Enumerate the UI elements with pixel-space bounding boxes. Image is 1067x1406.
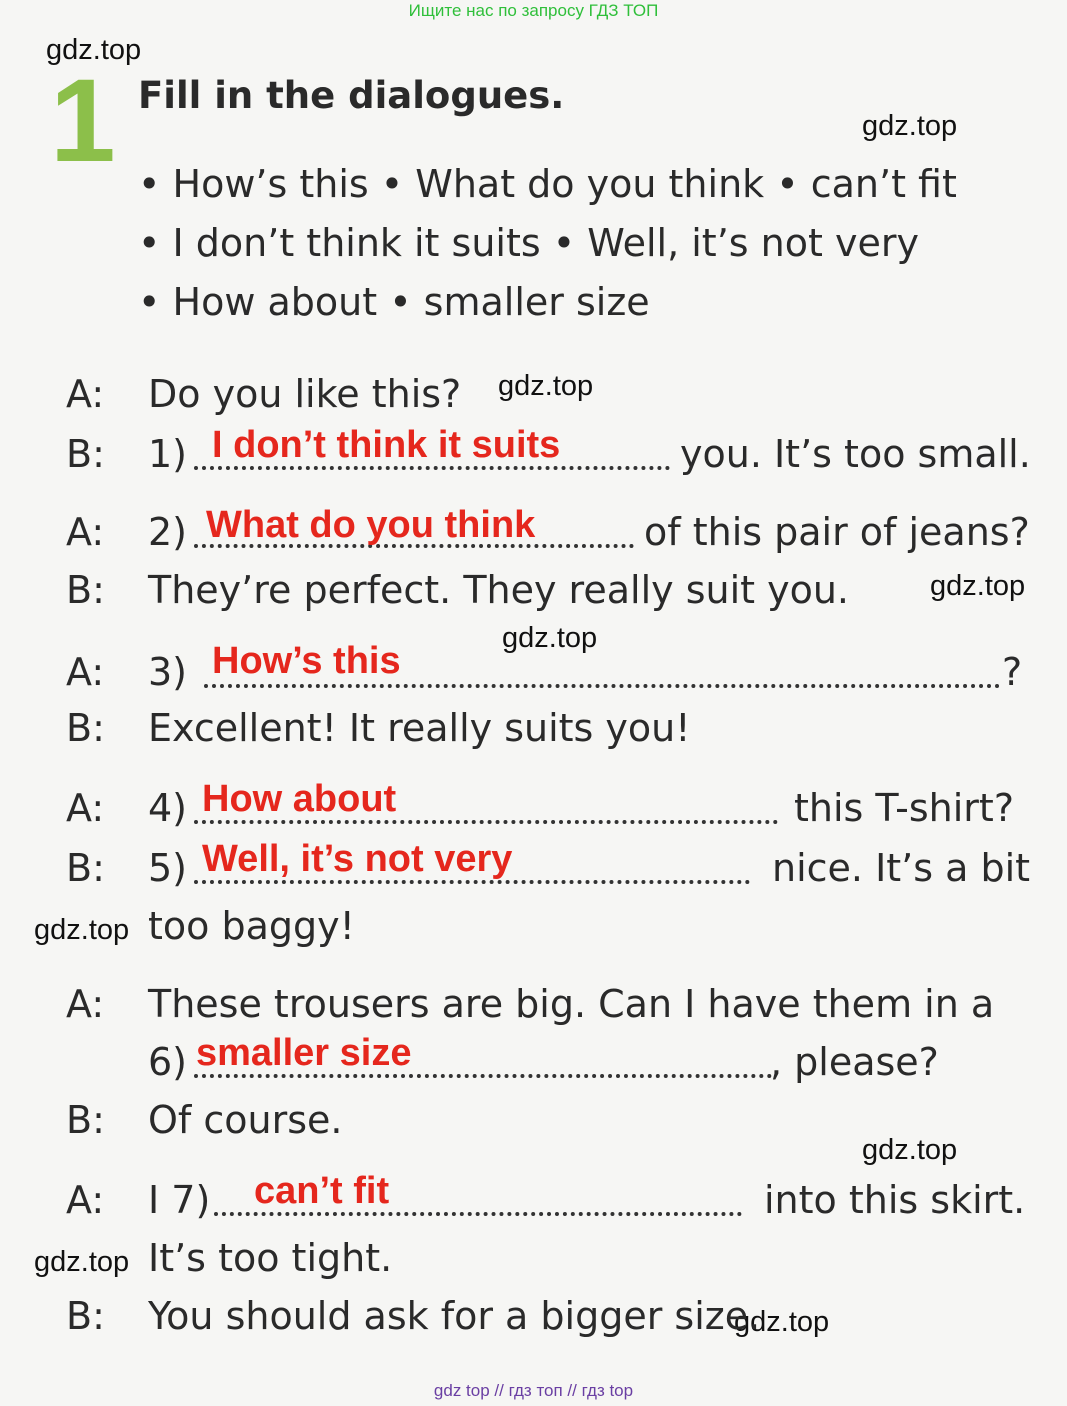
watermark: gdz.top [930,570,1026,602]
blank-dots [204,684,1000,688]
blank-number: 6) [148,1040,188,1084]
dialogue-line: These trousers are big. Can I have them in a [148,982,995,1026]
blank-number: 1) [148,432,188,476]
answer-7: can’t fit [254,1170,390,1212]
exercise-number: 1 [50,55,116,187]
dialogue-line: Do you like this? [148,372,462,416]
dialogue-text: nice. It’s a bit [772,846,1031,890]
options-line: • How about • smaller size [138,280,650,324]
dialogue-line: too baggy! [148,904,355,948]
watermark: gdz.top [34,1246,130,1278]
watermark: gdz.top [862,1134,958,1166]
dialogue-text: you. It’s too small. [680,432,1031,476]
speaker-a: A: [66,510,105,554]
dialogue-text: ? [1002,650,1023,694]
blank-number: 3) [148,650,188,694]
dialogue-line: Of course. [148,1098,343,1142]
answer-2: What do you think [206,504,536,546]
answer-6: smaller size [196,1032,412,1074]
speaker-a: A: [66,786,105,830]
answer-3: How’s this [212,640,401,682]
watermark: gdz.top [34,914,130,946]
watermark: gdz.top [502,622,598,654]
answer-4: How about [202,778,397,820]
speaker-b: B: [66,432,105,476]
dialogue-line: It’s too tight. [148,1236,393,1280]
speaker-b: B: [66,1098,105,1142]
speaker-a: A: [66,1178,105,1222]
speaker-b: B: [66,706,105,750]
watermark: gdz.top [734,1306,830,1338]
dialogue-text: , please? [770,1040,939,1084]
answer-5: Well, it’s not very [202,838,513,880]
options-line: • I don’t think it suits • Well, it’s not very [138,221,919,265]
dialogue-line: They’re perfect. They really suit you. [148,568,850,612]
dialogue-line: You should ask for a bigger size. [148,1294,761,1338]
watermark: gdz.top [862,110,958,142]
exercise-title: Fill in the dialogues. [138,74,565,117]
speaker-a: A: [66,982,105,1026]
blank-number: 5) [148,846,188,890]
answer-1: I don’t think it suits [212,424,561,466]
watermark: gdz.top [498,370,594,402]
blank-number: 4) [148,786,188,830]
blank-number: I 7) [148,1178,211,1222]
speaker-b: B: [66,1294,105,1338]
speaker-a: A: [66,650,105,694]
speaker-a: A: [66,372,105,416]
options-line: • How’s this • What do you think • can’t fit [138,162,957,206]
top-banner[interactable]: Ищите нас по запросу ГДЗ ТОП [408,1,659,20]
speaker-b: B: [66,846,105,890]
speaker-b: B: [66,568,105,612]
footer-links[interactable]: gdz top // гдз топ // гдз top [433,1381,634,1400]
dialogue-text: of this pair of jeans? [644,510,1030,554]
watermark: gdz.top [46,34,142,66]
dialogue-line: Excellent! It really suits you! [148,706,691,750]
dialogue-text: this T-shirt? [794,786,1014,830]
blank-number: 2) [148,510,188,554]
dialogue-text: into this skirt. [764,1178,1026,1222]
